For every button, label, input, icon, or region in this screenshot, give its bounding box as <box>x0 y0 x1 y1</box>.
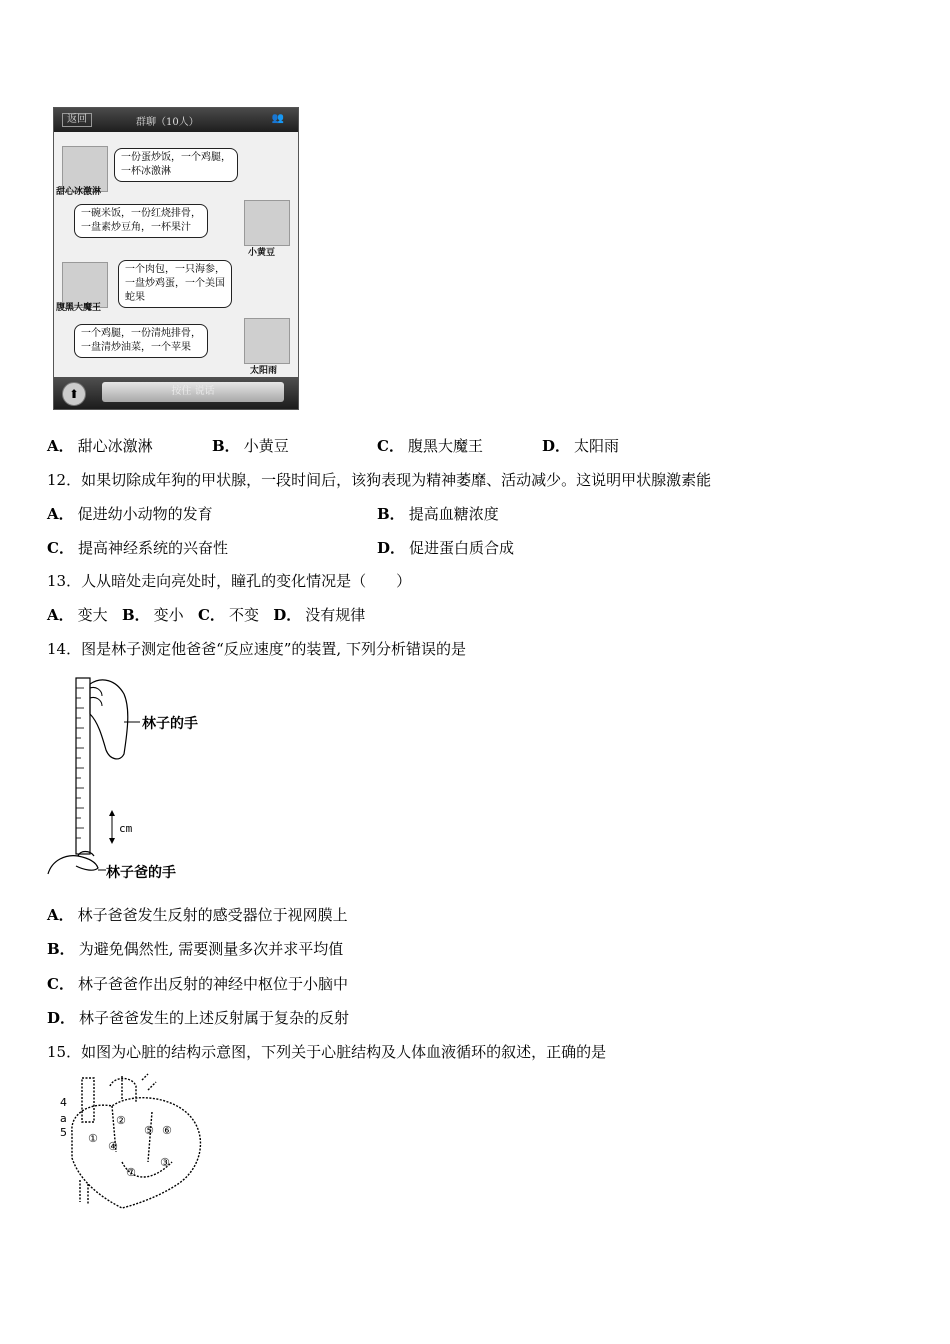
chat-text: 一盘素炒豆角，一杯果汁 <box>81 222 191 233</box>
q11-option-c: C． 腹黑大魔王 <box>377 437 483 455</box>
figure-label-bottom-hand: 林子爸的手 <box>106 865 176 881</box>
q11-option-d: D． 太阳雨 <box>542 437 620 455</box>
heart-part-number: ② <box>116 1114 126 1127</box>
chat-bubble <box>74 324 208 358</box>
q14-option-b: B． 为避免偶然性, 需要测量多次并求平均值 <box>47 940 344 958</box>
chat-bubble <box>74 204 208 238</box>
heart-side-label: a <box>60 1112 67 1125</box>
chat-title: 群聊（10人） <box>136 117 199 128</box>
hold-to-talk-button: 按住 说话 <box>102 382 284 402</box>
heart-structure-figure <box>52 1072 212 1212</box>
chat-bubble <box>118 260 232 308</box>
chat-bubble <box>114 148 238 182</box>
q14-option-c: C． 林子爸爸作出反射的神经中枢位于小脑中 <box>47 975 348 993</box>
chat-text: 蛇果 <box>125 292 145 303</box>
q12-option-a: A． 促进幼小动物的发育 <box>47 505 213 523</box>
chat-username: 腹黑大魔王 <box>56 303 102 313</box>
q14-stem: 14．图是林子测定他爸爸“反应速度”的装置, 下列分析错误的是 <box>47 640 466 658</box>
chat-username: 太阳雨 <box>250 366 278 376</box>
q11-option-b: B． 小黄豆 <box>212 437 289 455</box>
heart-part-number: ⑤ <box>144 1124 154 1137</box>
chat-input-bar <box>54 377 298 409</box>
q11-option-a: A． 甜心冰激淋 <box>47 437 153 455</box>
ruler-reaction-figure <box>44 674 204 884</box>
chat-text: 一个肉包，一只海参， <box>125 264 225 275</box>
chat-text: 一份蛋炒饭，一个鸡腿， <box>121 152 231 163</box>
q13-options: A． 变大 B． 变小 C． 不变 D． 没有规律 <box>47 606 366 624</box>
avatar <box>244 200 290 246</box>
figure-unit-label: cm <box>119 822 133 835</box>
q13-stem: 13．人从暗处走向亮处时，瞳孔的变化情况是（ ） <box>47 572 412 590</box>
q12-option-c: C． 提高神经系统的兴奋性 <box>47 539 228 557</box>
q15-stem: 15．如图为心脏的结构示意图，下列关于心脏结构及人体血液循环的叙述，正确的是 <box>47 1043 607 1061</box>
heart-part-number: ④ <box>108 1140 118 1153</box>
chat-username: 小黄豆 <box>248 248 276 258</box>
chat-text: 一盘清炒油菜，一个苹果 <box>81 342 191 353</box>
chat-text: 一杯冰激淋 <box>121 166 171 177</box>
q14-option-d: D． 林子爸爸发生的上述反射属于复杂的反射 <box>47 1009 350 1027</box>
chat-username: 甜心冰激淋 <box>56 187 102 197</box>
heart-part-number: ⑦ <box>126 1166 136 1179</box>
figure-label-top-hand: 林子的手 <box>142 716 198 732</box>
chat-screenshot-figure <box>53 107 299 410</box>
chat-back-label: 返回 <box>62 113 92 127</box>
heart-part-number: ① <box>88 1132 98 1145</box>
q12-stem: 12．如果切除成年狗的甲状腺，一段时间后，该狗表现为精神萎靡、活动减少。这说明甲状腺激素能 <box>47 471 712 489</box>
avatar <box>244 318 290 364</box>
q14-option-a: A． 林子爸爸发生反射的感受器位于视网膜上 <box>47 906 348 924</box>
heart-side-label: 5 <box>60 1126 67 1139</box>
chat-text: 一盘炒鸡蛋，一个美国 <box>125 278 225 289</box>
q12-option-d: D． 促进蛋白质合成 <box>377 539 515 557</box>
heart-part-number: ③ <box>160 1156 170 1169</box>
chat-text: 一个鸡腿，一份清炖排骨， <box>81 328 201 339</box>
arrow-up-icon: ⬆ <box>62 382 86 406</box>
chat-text: 一碗米饭，一份红烧排骨， <box>81 208 201 219</box>
heart-part-number: ⑥ <box>162 1124 172 1137</box>
chat-header <box>54 108 298 132</box>
group-members-icon: 👥 <box>271 113 284 124</box>
heart-side-label: 4 <box>60 1096 67 1109</box>
q12-option-b: B． 提高血糖浓度 <box>377 505 499 523</box>
